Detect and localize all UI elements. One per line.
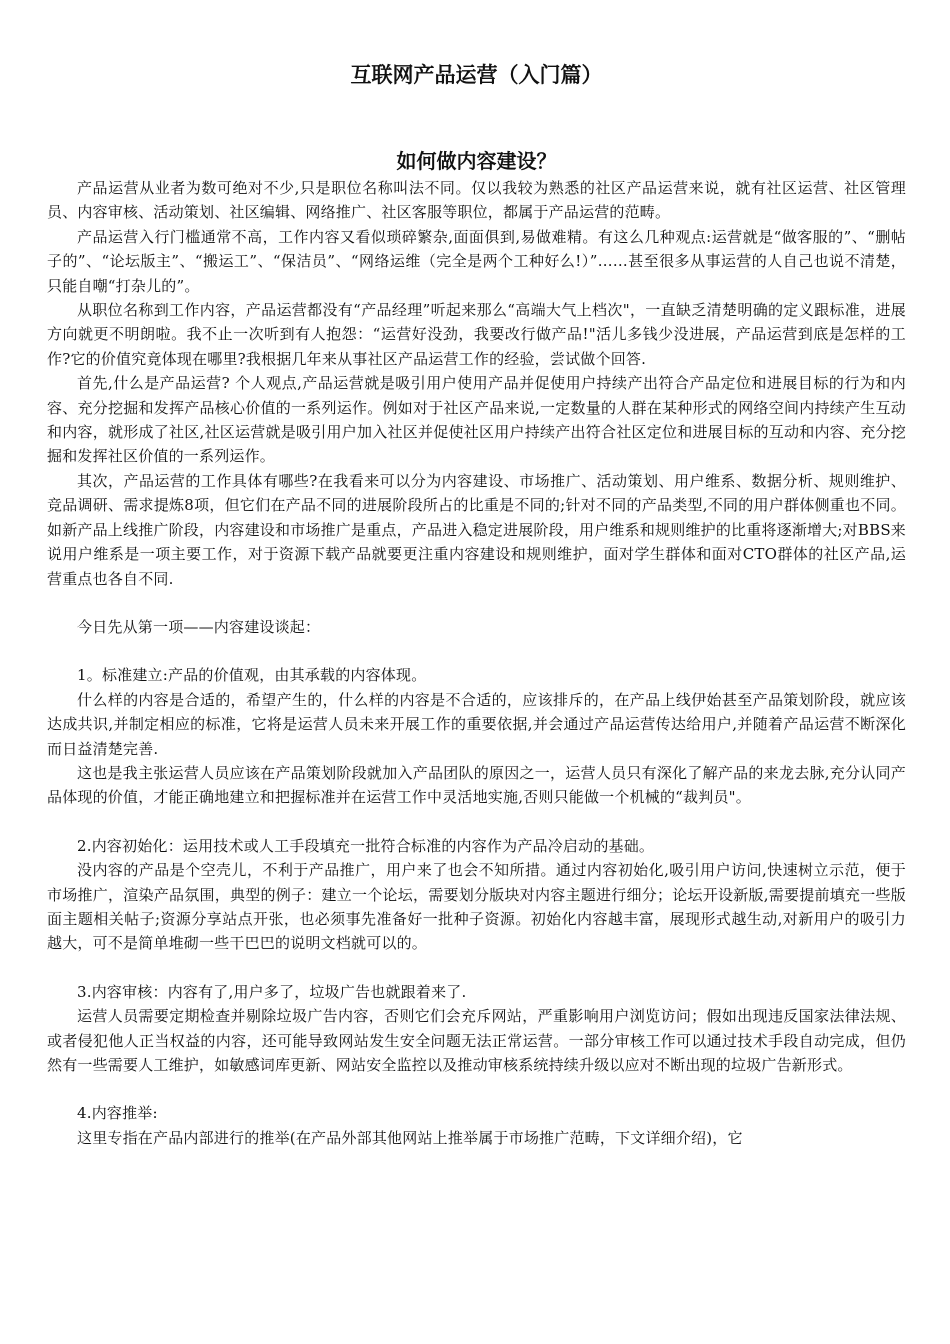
item-2-paragraph-1: 没内容的产品是个空壳儿，不利于产品推广，用户来了也会不知所措。通过内容初始化,吸引用户访问,快速树立示范，便于市场推广，渲染产品氛围，典型的例子：建立一个论坛，需要划分版块对内容主题进行细分；论坛开设新版,需要提前填充一些版面主题相关帖子;资源分享站点开张，也必须事先准备好一批种子资源。初始化内容越丰富，展现形式越生动,对新用户的吸引力越大，可不是简单堆砌一些干巴巴的说明文档就可以的。: [47, 861, 906, 953]
spacer: [47, 1077, 906, 1101]
item-1-paragraph-2: 这也是我主张运营人员应该在产品策划阶段就加入产品团队的原因之一，运营人员只有深化了解产品的来龙去脉,充分认同产品体现的价值，才能正确地建立和把握标准并在运营工作中灵活地实施,否则只能做一个机械的“裁判员"。: [47, 763, 906, 807]
item-1-heading: 1。标准建立:产品的价值观，由其承载的内容体现。: [77, 666, 427, 685]
document-title: 互联网产品运营（入门篇）: [350, 64, 603, 87]
item-1-paragraph-1: 什么样的内容是合适的，希望产生的，什么样的内容是不合适的，应该排斥的，在产品上线伊始甚至产品策划阶段，就应该达成共识,并制定相应的标准，它将是运营人员未来开展工作的重要依据,并会通过产品运营传达给用户,并随着产品运营不断深化而日益清楚完善.: [47, 690, 906, 758]
spacer: [47, 956, 906, 980]
intro-paragraph-5: 其次，产品运营的工作具体有哪些?在我看来可以分为内容建设、市场推广、活动策划、用户维系、数据分析、规则维护、竞品调研、需求提炼8项，但它们在产品不同的进展阶段所占的比重是不同的;针对不同的产品类型,不同的用户群体侧重也不同。如新产品上线推广阶段，内容建设和市场推广是重点，产品进入稳定进展阶段，用户维系和规则维护的比重将逐渐增大;对BBS来说用户维系是一项主要工作，对于资源下载产品就要更注重内容建设和规则维护，面对学生群体和面对CTO群体的社区产品,运营重点也各自不同.: [47, 471, 906, 588]
item-3-heading: 3.内容审核：内容有了,用户多了，垃圾广告也就跟着来了.: [77, 982, 467, 1001]
item-4-heading: 4.内容推举:: [77, 1104, 158, 1123]
intro-paragraph-1: 产品运营从业者为数可绝对不少,只是职位名称叫法不同。仅以我较为熟悉的社区产品运营来说，就有社区运营、社区管理员、内容审核、活动策划、社区编辑、网络推广、社区客服等职位，都属于产品运营的范畴。: [47, 179, 906, 222]
spacer: [47, 591, 906, 615]
intro-paragraph-3: 从职位名称到工作内容，产品运营都没有“产品经理”听起来那么“高端大气上档次"，一直缺乏清楚明确的定义跟标准，进展方向就更不明朗啦。我不止一次听到有人抱怨：“运营好没劲，我要改行做产品!"活儿多钱少没进展，产品运营到底是怎样的工作?它的价值究竟体现在哪里?我根据几年来从事社区产品运营工作的经验，尝试做个回答.: [47, 301, 906, 368]
item-2-heading: 2.内容初始化：运用技术或人工手段填充一批符合标准的内容作为产品冷启动的基础。: [77, 836, 655, 855]
section-title: 如何做内容建设？: [396, 149, 557, 173]
lead-in: 今日先从第一项——内容建设谈起：: [77, 617, 321, 636]
item-3-paragraph-1: 运营人员需要定期检查并剔除垃圾广告内容，否则它们会充斥网站，严重影响用户浏览访问；假如出现违反国家法律法规、或者侵犯他人正当权益的内容，还可能导致网站发生安全问题无法正常运营。一部分审核工作可以通过技术手段自动完成，但仍然有一些需要人工维护，如敏感词库更新、网站安全监控以及推动审核系统持续升级以应对不断出现的垃圾广告新形式。: [47, 1007, 906, 1074]
intro-paragraph-2: 产品运营入行门槛通常不高，工作内容又看似琐碎繁杂,面面俱到,易做难精。有这么几种观点:运营就是“做客服的”、“删帖子的”、“论坛版主”、“搬运工”、“保洁员”、“网络运维（完全是两个工种好么!）”……甚至很多从事运营的人自己也说不清楚，只能自嘲“打杂儿的”。: [47, 227, 906, 295]
item-4-paragraph-1: 这里专指在产品内部进行的推举(在产品外部其他网站上推举属于市场推广范畴，下文详细介绍)，它: [77, 1128, 743, 1147]
spacer: [47, 810, 906, 834]
intro-paragraph-4: 首先,什么是产品运营? 个人观点,产品运营就是吸引用户使用产品并促使用户持续产出符合产品定位和进展目标的行为和内容、充分挖掘和发挥产品核心价值的一系列运作。例如对于社区产品来说,一定数量的人群在某种形式的网络空间内持续产生互动和内容，就形成了社区,社区运营就是吸引用户加入社区并促使社区用户持续产出符合社区定位和进展目标的互动和内容、充分挖掘和发挥社区价值的一系列运作。: [47, 374, 906, 466]
spacer: [47, 639, 906, 663]
